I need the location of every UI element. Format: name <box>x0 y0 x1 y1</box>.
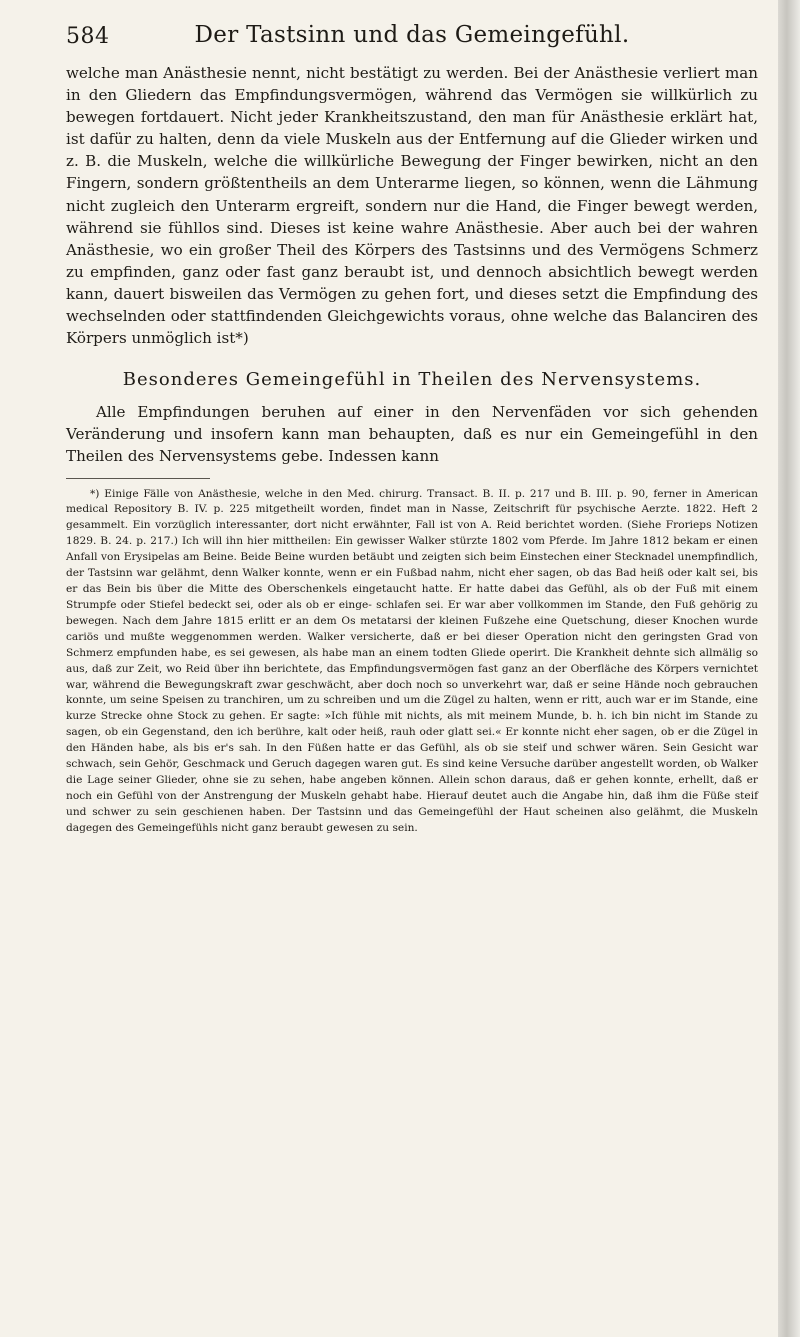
running-header <box>66 20 758 62</box>
page-content <box>66 20 758 837</box>
page-number: 584 <box>66 24 110 49</box>
footnote: *) Einige Fälle von Anästhesie, welche in den Med. chirurg. Transact. B. II. p. 217 und B. III. p. 90, ferner in American medical Repository B. IV. p. 225 mitgetheilt worden, findet man in Nasse, Zeitschrift für psychische Aerzte. 1822. Heft 2 gesammelt. Ein vorzüglich interessanter, dort nicht erwähnter, Fall ist von A. Reid berichtet worden. (Siehe Frorieps Notizen 1829. B. 24. p. 217.) Ich will ihn hier mittheilen: Ein gewisser Walker stürzte 1802 vom Pferde. Im Jahre 1812 bekam er einen Anfall von Erysipelas am Beine. Beide Beine wurden betäubt und zeigten sich beim Einstechen einer Stecknadel unempfindlich, der Tastsinn war gelähmt, denn Walker konnte, wenn er ein Fußbad nahm, nicht eher sagen, ob das Bad heiß oder kalt sei, bis er das Bein bis über die Mitte des Oberschenkels eingetaucht hatte. Er hatte dabei das Gefühl, als ob der Fuß mit einem Strumpfe oder Stiefel bedeckt sei, oder als ob er einge- schlafen sei. Er war aber vollkommen im Stande, den Fuß gehörig zu bewegen. Nach dem Jahre 1815 erlitt er an dem Os metatarsi der kleinen Fußzehe eine Quetschung, dieser Knochen wurde cariös und mußte weggenommen werden. Walker versicherte, daß er bei dieser Operation nicht den geringsten Grad von Schmerz empfunden habe, es sei gewesen, als habe man an einem todten Gliede operirt. Die Krankheit dehnte sich allmälig so aus, daß zur Zeit, wo Reid über ihn berichtete, das Empfindungsvermögen fast ganz an der Oberfläche des Körpers vernichtet war, während die Bewegungskraft zwar geschwächt, aber doch noch so unverkehrt war, daß er seine Hände noch gebrauchen konnte, um seine Speisen zu tranchiren, um zu schreiben und um die Zügel zu halten, wenn er ritt, auch war er im Stande, eine kurze Strecke ohne Stock zu gehen. Er sagte: »Ich fühle mit nichts, als mit meinem Munde, b. h. ich bin nicht im Stande zu sagen, ob ein Gegenstand, den ich berühre, kalt oder heiß, rauh oder glatt sei.« Er konnte nicht eher sagen, ob er die Zügel in den Händen habe, als bis er's sah. In den Füßen hatte er das Gefühl, als ob sie steif und schwer wären. Sein Gesicht war schwach, sein Gehör, Geschmack und Geruch dagegen waren gut. Es sind keine Versuche darüber angestellt worden, ob Walker die Lage seiner Glieder, ohne sie zu sehen, habe angeben können. Allein schon daraus, daß er gehen konnte, erhellt, daß er noch ein Gefühl von der Anstrengung der Muskeln gehabt habe. Hierauf deutet auch die Angabe hin, daß ihm die Füße steif und schwer zu sein geschienen haben. Der Tastsinn und das Gemeingefühl der Haut scheinen also gelähmt, die Muskeln dagegen des Gemeingefühls nicht ganz beraubt gewesen zu sein. <box>66 487 758 834</box>
body-paragraph-1: welche man Anästhesie nennt, nicht bestätigt zu werden. Bei der Anästhesie verliert man in den Gliedern das Empfindungsvermögen, während das Vermögen sie willkürlich zu bewegen fortdauert. Nicht jeder Krankheitszustand, den man für Anästhesie erklärt hat, ist dafür zu halten, denn da viele Muskeln aus der Entfernung auf die Glieder wirken und z. B. die Muskeln, welche die willkürliche Bewegung der Finger bewirken, nicht an den Fingern, sondern größtentheils an dem Unterarme liegen, so können, wenn die Lähmung nicht zugleich den Unterarm ergreift, sondern nur die Hand, die Finger bewegt werden, während sie fühllos sind. Dieses ist keine wahre Anästhesie. Aber auch bei der wahren Anästhesie, wo ein großer Theil des Körpers des Tastsinns und des Vermögens Schmerz zu empfinden, ganz oder fast ganz beraubt ist, und dennoch absichtlich bewegt werden kann, dauert bisweilen das Vermögen zu gehen fort, und dieses setzt die Empfindung des wechselnden oder stattfindenden Gleichgewichts voraus, ohne welche das Balanciren des Körpers unmöglich ist*) <box>66 64 758 348</box>
running-title: Der Tastsinn und das Gemeingefühl. <box>194 22 630 48</box>
footnote-rule <box>66 478 210 479</box>
section-heading: Besonderes Gemeingefühl in Theilen des Nervensystems. <box>122 369 702 391</box>
body-paragraph-2: Alle Empfindungen beruhen auf einer in den Nervenfäden vor sich gehenden Veränderung und insofern kann man behaupten, daß es nur ein Gemeingefühl in den Theilen des Nervensystems gebe. Indessen kann <box>66 403 758 466</box>
page-edge-shadow <box>778 0 800 1337</box>
